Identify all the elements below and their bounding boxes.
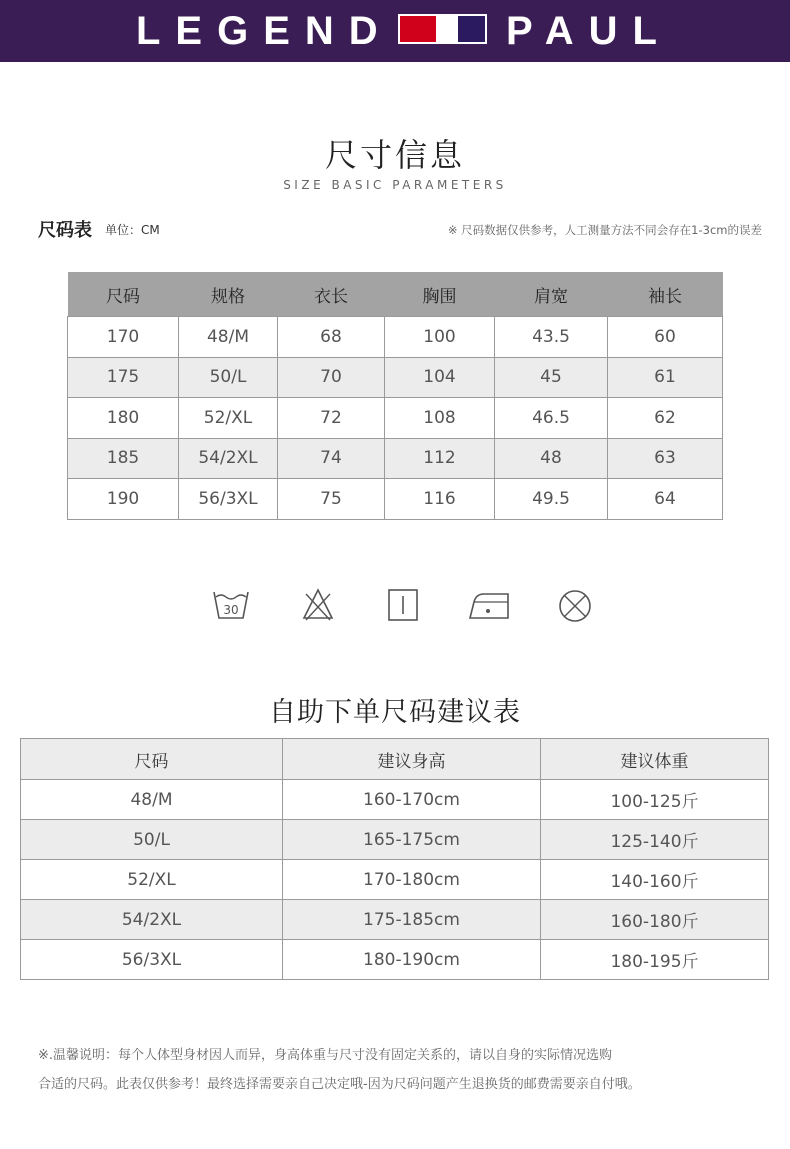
table-cell: 45 [495,357,608,398]
hang-dry-icon [387,586,419,624]
wash-30-icon [212,586,250,624]
brand-header [0,0,790,62]
size-table-label: 尺码表 [38,220,92,241]
table-cell: 180-195斤 [541,940,769,980]
table-cell: 72 [278,398,385,439]
table-cell: 56/3XL [21,940,283,980]
table-cell: 46.5 [495,398,608,439]
table-cell: 116 [385,479,495,520]
table-cell: 50/L [21,820,283,860]
table-cell: 60 [608,317,723,358]
table-cell: 52/XL [179,398,278,439]
header-cell: 建议身高 [283,739,541,780]
size-table-header [68,272,723,317]
brand-flag-logo [398,14,487,44]
size-info-title: 尺寸信息 [324,136,465,174]
table-cell: 68 [278,317,385,358]
table-row [21,900,769,940]
table-cell: 61 [608,357,723,398]
table-cell: 180 [68,398,179,439]
table-cell: 64 [608,479,723,520]
size-info-subtitle: SIZE BASIC PARAMETERS [283,178,507,192]
table-cell: 49.5 [495,479,608,520]
table-cell: 112 [385,438,495,479]
size-table [67,272,723,520]
table-cell: 43.5 [495,317,608,358]
table-cell: 170 [68,317,179,358]
header-cell: 袖长 [608,272,723,317]
footer-note-line: ※.温馨说明：每个人体型身材因人而异，身高体重与尺寸没有固定关系的，请以自身的实际情况选购 [38,1048,613,1063]
table-cell: 48/M [21,780,283,820]
wash-temp-label: 30 [223,603,239,617]
table-row [68,357,723,398]
size-advice-table [20,738,769,980]
header-cell: 胸围 [385,272,495,317]
table-cell: 48 [495,438,608,479]
table-cell: 140-160斤 [541,860,769,900]
table-cell: 63 [608,438,723,479]
table-cell: 100 [385,317,495,358]
table-cell: 54/2XL [179,438,278,479]
header-cell: 尺码 [68,272,179,317]
table-cell: 74 [278,438,385,479]
iron-low-icon [466,586,512,624]
measurement-note: ※ 尺码数据仅供参考，人工测量方法不同会存在1-3cm的误差 [447,223,762,237]
table-row [68,317,723,358]
table-cell: 160-180斤 [541,900,769,940]
table-cell: 50/L [179,357,278,398]
table-row [21,780,769,820]
table-row [68,479,723,520]
table-cell: 100-125斤 [541,780,769,820]
size-advice-title: 自助下单尺码建议表 [269,697,521,728]
flag-white-block [436,16,458,42]
table-cell: 62 [608,398,723,439]
header-cell: 尺码 [21,739,283,780]
table-row [68,438,723,479]
footer-note-line: 合适的尺码。此表仅供参考！最终选择需要亲自己决定哦-因为尺码问题产生退换货的邮费需要亲自付哦。 [38,1077,641,1092]
table-row [68,398,723,439]
table-row [21,940,769,980]
table-cell: 175-185cm [283,900,541,940]
header-cell: 肩宽 [495,272,608,317]
table-cell: 175 [68,357,179,398]
brand-name-right: PAUL [506,9,672,53]
table-cell: 56/3XL [179,479,278,520]
table-cell: 165-175cm [283,820,541,860]
flag-red-block [400,16,436,42]
table-cell: 104 [385,357,495,398]
table-row [21,860,769,900]
header-cell: 衣长 [278,272,385,317]
footer-note [38,1041,768,1099]
table-cell: 108 [385,398,495,439]
header-cell: 规格 [179,272,278,317]
unit-label: 单位：CM [105,223,160,237]
table-cell: 190 [68,479,179,520]
table-cell: 70 [278,357,385,398]
table-cell: 160-170cm [283,780,541,820]
table-cell: 54/2XL [21,900,283,940]
flag-navy-block [458,16,485,42]
brand-name-left: LEGEND [136,9,393,53]
table-cell: 170-180cm [283,860,541,900]
advice-table-header [21,739,769,780]
table-cell: 52/XL [21,860,283,900]
header-cell: 建议体重 [541,739,769,780]
table-cell: 48/M [179,317,278,358]
table-cell: 180-190cm [283,940,541,980]
no-dry-clean-icon [557,586,593,624]
table-cell: 75 [278,479,385,520]
table-row [21,820,769,860]
table-cell: 185 [68,438,179,479]
no-bleach-icon [301,586,335,624]
table-cell: 125-140斤 [541,820,769,860]
